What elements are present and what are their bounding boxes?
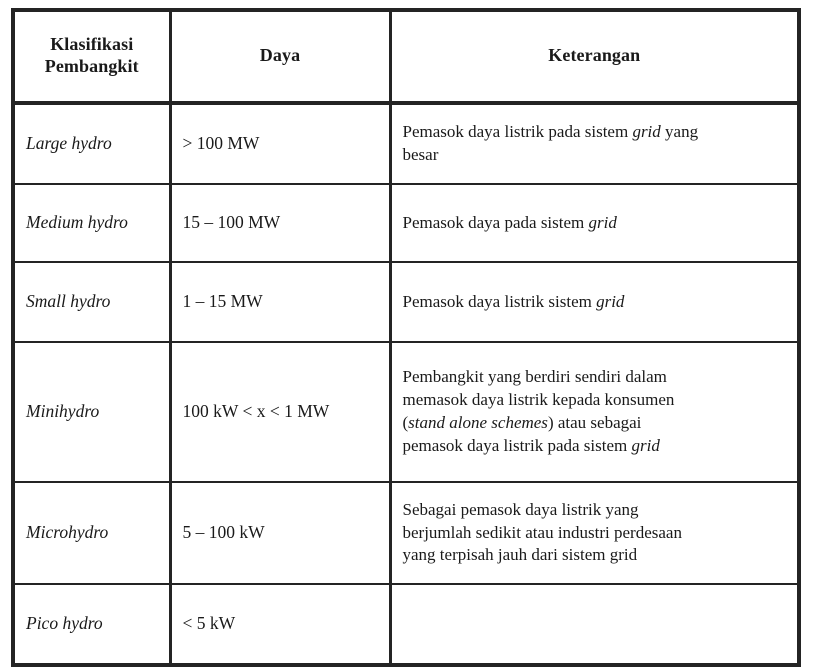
cell-daya: 15 – 100 MW [170, 184, 390, 262]
keterangan-line [403, 144, 787, 167]
keterangan-line [403, 121, 787, 144]
plain-text: Pembangkit yang berdiri sendiri dalam [402, 367, 667, 387]
table-row [13, 262, 799, 342]
table-body [13, 103, 799, 665]
plain-text: berjumlah sedikit atau industri perdesaan [402, 522, 682, 542]
table-row [13, 584, 799, 665]
column-header-daya: Daya [170, 10, 390, 103]
column-header-klasifikasi-pembangkit [13, 10, 170, 103]
emphasis-term: grid [596, 291, 625, 311]
table-header-row [13, 10, 799, 103]
table-row [13, 342, 799, 482]
cell-keterangan [390, 262, 799, 342]
plain-text: Pemasok daya pada sistem [402, 212, 589, 232]
cell-klasifikasi: Minihydro [13, 342, 170, 482]
cell-keterangan [390, 482, 799, 584]
hydropower-classification-table [11, 8, 801, 667]
cell-klasifikasi: Medium hydro [13, 184, 170, 262]
plain-text: memasok daya listrik kepada konsumen [402, 390, 675, 410]
keterangan-line [403, 212, 787, 235]
emphasis-term: grid [631, 435, 660, 455]
cell-keterangan [390, 103, 799, 184]
emphasis-term: stand alone schemes [408, 413, 548, 432]
cell-keterangan [390, 184, 799, 262]
plain-text: ( [402, 413, 409, 432]
cell-keterangan [390, 342, 799, 482]
plain-text: yang terpisah jauh dari sistem grid [402, 545, 638, 565]
plain-text: pemasok daya listrik pada sistem [402, 435, 632, 455]
cell-klasifikasi: Small hydro [13, 262, 170, 342]
cell-daya: 1 – 15 MW [170, 262, 390, 342]
cell-daya: 5 – 100 kW [170, 482, 390, 584]
keterangan-line [403, 366, 787, 389]
table-row [13, 184, 799, 262]
plain-text: yang [660, 122, 699, 142]
column-header-keterangan: Keterangan [390, 10, 799, 103]
cell-daya: 100 kW < x < 1 MW [170, 342, 390, 482]
cell-klasifikasi: Microhydro [13, 482, 170, 584]
plain-text: Pemasok daya listrik sistem [402, 291, 597, 311]
emphasis-term: grid [588, 212, 617, 232]
keterangan-line [403, 544, 787, 567]
plain-text: besar [402, 145, 439, 164]
cell-daya: < 5 kW [170, 584, 390, 665]
plain-text: Pemasok daya listrik pada sistem [402, 122, 633, 142]
column-header-line-1: Klasifikasi [50, 34, 134, 55]
column-header-line-2: Pembangkit [44, 56, 139, 76]
cell-keterangan [390, 584, 799, 665]
plain-text: ) atau sebagai [547, 413, 642, 432]
keterangan-line [403, 522, 787, 545]
plain-text: Sebagai pemasok daya listrik yang [402, 499, 639, 519]
keterangan-line [403, 389, 787, 412]
table-header [13, 10, 799, 103]
emphasis-term: grid [632, 122, 661, 142]
table-row [13, 482, 799, 584]
keterangan-line [403, 291, 787, 314]
cell-daya: > 100 MW [170, 103, 390, 184]
table-row [13, 103, 799, 184]
keterangan-line [403, 499, 787, 522]
keterangan-line [403, 412, 787, 435]
cell-klasifikasi: Pico hydro [13, 584, 170, 665]
keterangan-line [403, 435, 787, 458]
cell-klasifikasi: Large hydro [13, 103, 170, 184]
